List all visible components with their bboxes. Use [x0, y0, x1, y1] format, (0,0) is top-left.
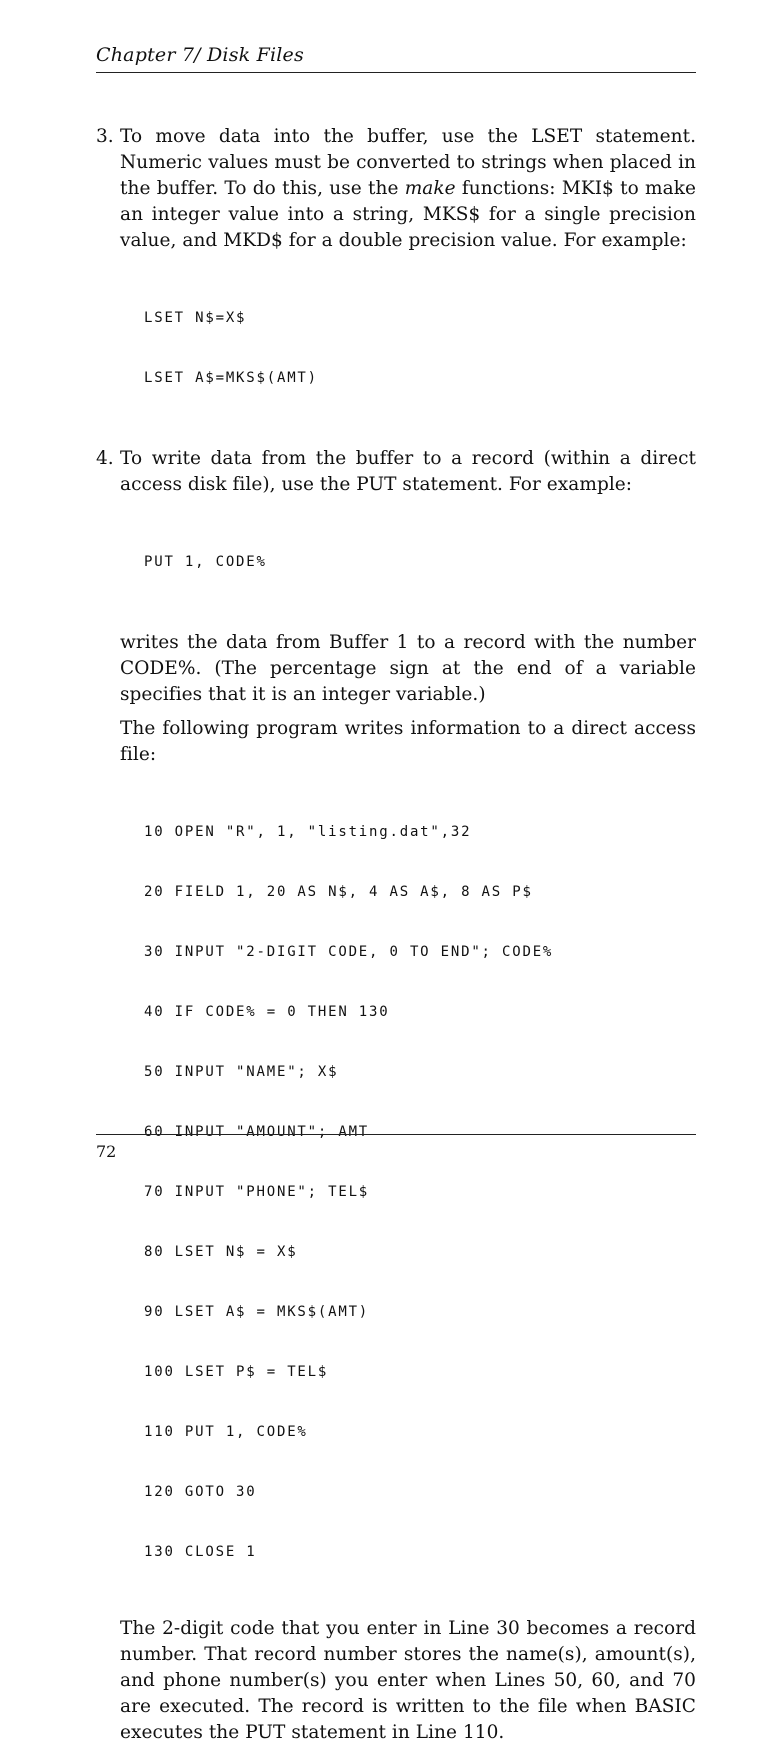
code-line: 70 INPUT "PHONE"; TEL$	[144, 1184, 370, 1200]
code-line: 60 INPUT "AMOUNT"; AMT	[144, 1124, 370, 1140]
item-number: 4.	[96, 448, 114, 469]
page-number: 72	[96, 1142, 117, 1161]
code-line: 110 PUT 1, CODE%	[144, 1424, 308, 1440]
paragraph: To move data into the buffer, use the LSET statement. Numeric values must be converted to strings when placed in the buffer. To do this, use the make functions: MKI$ to make an integer value into a string, MKS$ for a single precision value, and MKD$ for a double precision value. For example:	[120, 126, 696, 251]
program-listing	[120, 782, 696, 1602]
code-line: 100 LSET P$ = TEL$	[144, 1364, 329, 1380]
code-line: 20 FIELD 1, 20 AS N$, 4 AS A$, 8 AS P$	[144, 884, 533, 900]
code-line: 120 GOTO 30	[144, 1484, 257, 1500]
code-line: LSET N$=X$	[144, 310, 247, 326]
item-number: 3.	[96, 126, 114, 147]
code-line: PUT 1, CODE%	[144, 554, 267, 570]
paragraph: To write data from the buffer to a record (within a direct access disk file), use the PUT statement. For example:	[120, 448, 696, 495]
running-header	[96, 44, 696, 73]
list-item-3	[96, 124, 696, 428]
code-example	[120, 512, 696, 612]
code-line: 30 INPUT "2-DIGIT CODE, 0 TO END"; CODE%	[144, 944, 554, 960]
code-line: 90 LSET A$ = MKS$(AMT)	[144, 1304, 370, 1320]
code-line: 10 OPEN "R", 1, "listing.dat",32	[144, 824, 472, 840]
code-line: 80 LSET N$ = X$	[144, 1244, 298, 1260]
page-body	[96, 124, 696, 1746]
code-line: LSET A$=MKS$(AMT)	[144, 370, 318, 386]
paragraph: writes the data from Buffer 1 to a record with the number CODE%. (The percentage sign at the end of a variable specifies that it is an integer variable.)	[120, 632, 696, 705]
chapter-title: Chapter 7/ Disk Files	[96, 44, 304, 66]
paragraph: The 2-digit code that you enter in Line 30 becomes a record number. That record number stores the name(s), amount(s), and phone number(s) you enter when Lines 50, 60, and 70 are executed. The record is written to the file when BASIC executes the PUT statement in Line 110.	[120, 1618, 696, 1743]
footer-rule	[96, 1134, 696, 1135]
list-item-4	[96, 446, 696, 1746]
code-example	[120, 268, 696, 428]
code-line: 40 IF CODE% = 0 THEN 130	[144, 1004, 390, 1020]
code-line: 50 INPUT "NAME"; X$	[144, 1064, 339, 1080]
code-line: 130 CLOSE 1	[144, 1544, 257, 1560]
paragraph: The following program writes information to a direct access file:	[120, 718, 696, 765]
